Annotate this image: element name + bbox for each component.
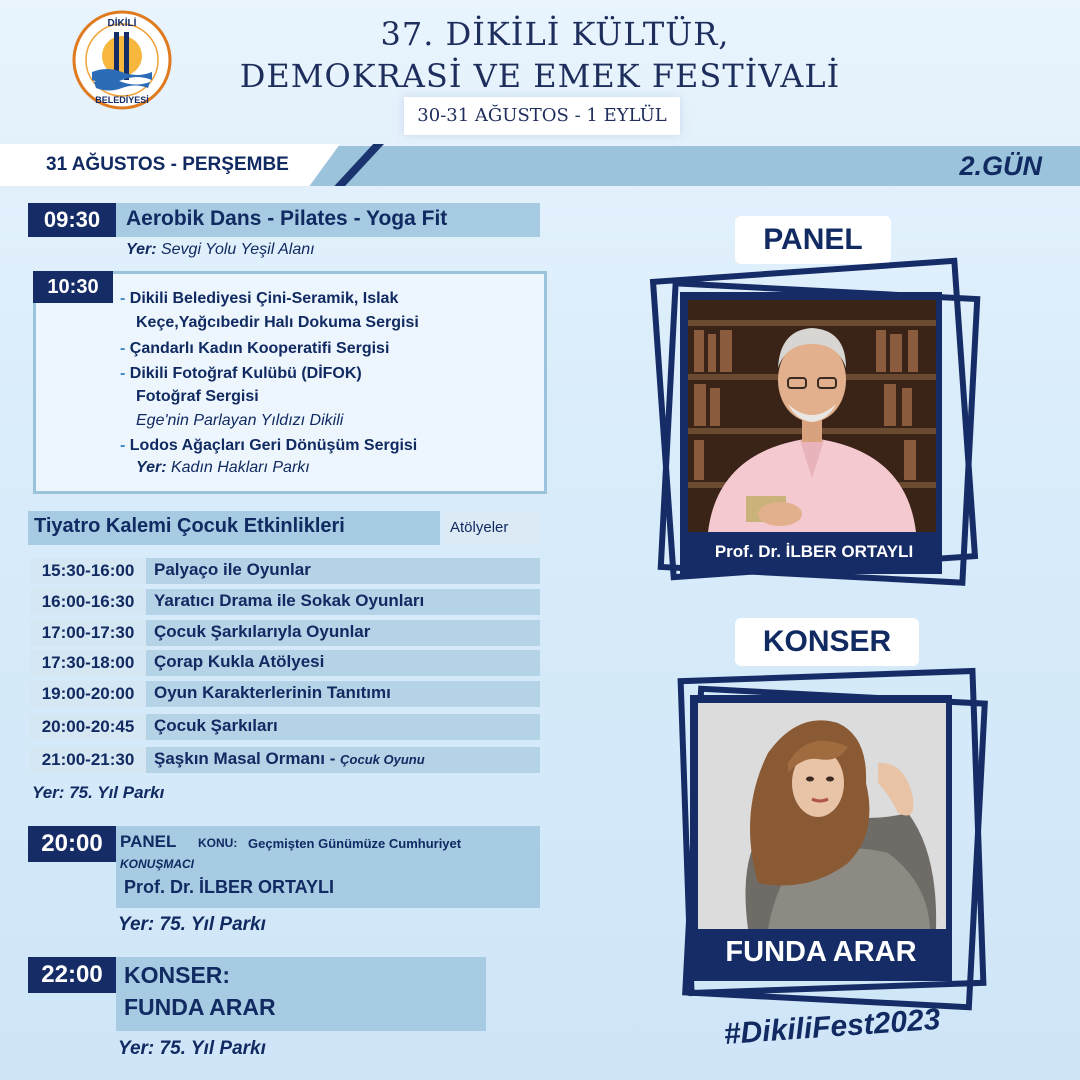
time-chip-1030: 10:30	[33, 271, 113, 303]
schedule-time: 17:30-18:00	[30, 650, 146, 676]
artist-portrait-image	[698, 703, 946, 929]
schedule-time: 21:00-21:30	[30, 747, 146, 773]
panel-venue	[118, 914, 266, 936]
schedule-activity: Çorap Kukla Atölyesi	[154, 652, 325, 671]
aerobic-title: Aerobik Dans - Pilates - Yoga Fit	[126, 207, 448, 230]
exhibitions-venue	[136, 459, 310, 477]
exhibition-item-1-line2: Keçe,Yağcıbedir Halı Dokuma Sergisi	[136, 314, 419, 331]
venue-value: 75. Yıl Parkı	[159, 914, 266, 935]
concert-artist: FUNDA ARAR	[124, 994, 276, 1020]
bullet-icon: -	[120, 437, 126, 454]
festival-hashtag: #DikiliFest2023	[722, 1002, 942, 1051]
exhibition-item-4	[120, 437, 417, 455]
schedule-row	[30, 620, 540, 646]
speaker-portrait-image	[688, 300, 936, 532]
bullet-icon: -	[120, 365, 126, 382]
schedule-row	[30, 714, 540, 740]
festival-title-line1: 37. DİKİLİ KÜLTÜR,	[380, 15, 730, 53]
exhibition-item-4-text: Lodos Ağaçları Geri Dönüşüm Sergisi	[129, 437, 418, 454]
festival-dates: 30-31 AĞUSTOS - 1 EYLÜL	[404, 97, 680, 135]
schedule-row	[30, 589, 540, 615]
venue-value: Sevgi Yolu Yeşil Alanı	[160, 241, 315, 258]
panel-speaker: Prof. Dr. İLBER ORTAYLI	[124, 877, 335, 897]
panel-speaker-label: KONUŞMACI	[120, 857, 194, 871]
exhibition-item-3-line2: Fotoğraf Sergisi	[136, 388, 259, 405]
panel-topic-label: KONU:	[198, 836, 238, 850]
venue-label: Yer:	[118, 914, 155, 935]
venue-value: 75. Yıl Parkı	[69, 783, 165, 802]
children-title: Tiyatro Kalemi Çocuk Etkinlikleri	[34, 515, 345, 537]
schedule-activity: Çocuk Şarkıları	[154, 716, 278, 735]
schedule-activity: Çocuk Şarkılarıyla Oyunlar	[154, 622, 371, 641]
exhibition-item-3-subtitle: Ege'nin Parlayan Yıldızı Dikili	[136, 412, 344, 429]
time-chip-0930: 09:30	[28, 203, 116, 237]
day-label: 31 AĞUSTOS - PERŞEMBE	[46, 154, 289, 175]
schedule-time: 15:30-16:00	[30, 558, 146, 584]
exhibition-item-3	[120, 365, 362, 383]
venue-label: Yer:	[32, 783, 65, 802]
exhibition-item-1	[120, 290, 398, 308]
schedule-time: 17:00-17:30	[30, 620, 146, 646]
artist-caption: FUNDA ARAR	[725, 936, 917, 968]
venue-label: Yer:	[118, 1038, 155, 1059]
time-chip-2200: 22:00	[28, 957, 116, 993]
schedule-activity: Palyaço ile Oyunlar	[154, 560, 311, 579]
speaker-caption: Prof. Dr. İLBER ORTAYLI	[714, 542, 914, 561]
concert-heading: KONSER	[735, 618, 919, 666]
bullet-icon: -	[120, 290, 126, 307]
schedule-time: 20:00-20:45	[30, 714, 146, 740]
exhibition-item-2-text: Çandarlı Kadın Kooperatifi Sergisi	[129, 340, 390, 357]
panel-label: PANEL	[120, 832, 177, 851]
schedule-activity: Oyun Karakterlerinin Tanıtımı	[154, 683, 391, 702]
schedule-row	[30, 747, 540, 773]
schedule-row	[30, 650, 540, 676]
day-number: 2.GÜN	[959, 151, 1042, 181]
concert-venue	[118, 1038, 266, 1060]
panel-topic: Geçmişten Günümüze Cumhuriyet	[248, 836, 462, 851]
schedule-time: 16:00-16:30	[30, 589, 146, 615]
exhibition-item-3-line1: Dikili Fotoğraf Kulübü (DİFOK)	[129, 365, 362, 382]
time-chip-2000: 20:00	[28, 826, 116, 862]
schedule-activity	[154, 749, 425, 769]
festival-title-line2: DEMOKRASİ VE EMEK FESTİVALİ	[239, 57, 841, 95]
venue-value: Kadın Hakları Parkı	[170, 459, 310, 476]
workshops-tag: Atölyeler	[450, 519, 509, 536]
schedule-time: 19:00-20:00	[30, 681, 146, 707]
concert-label: KONSER:	[124, 962, 231, 988]
children-venue	[32, 783, 164, 803]
schedule-activity: Yaratıcı Drama ile Sokak Oyunları	[154, 591, 425, 610]
venue-label: Yer:	[126, 241, 157, 258]
schedule-row	[30, 558, 540, 584]
aerobic-venue	[126, 241, 315, 259]
svg-text:DİKİLİ: DİKİLİ	[107, 18, 137, 29]
svg-text:BELEDİYESİ: BELEDİYESİ	[95, 95, 149, 105]
exhibition-item-1-line1: Dikili Belediyesi Çini-Seramik, Islak	[129, 290, 399, 307]
venue-value: 75. Yıl Parkı	[159, 1038, 266, 1059]
schedule-row	[30, 681, 540, 707]
schedule-activity-name: Şaşkın Masal Ormanı -	[154, 749, 336, 768]
schedule-activity-note: Çocuk Oyunu	[340, 752, 425, 767]
exhibition-item-2	[120, 340, 389, 358]
venue-label: Yer:	[136, 459, 167, 476]
panel-heading: PANEL	[735, 216, 891, 264]
bullet-icon: -	[120, 340, 126, 357]
